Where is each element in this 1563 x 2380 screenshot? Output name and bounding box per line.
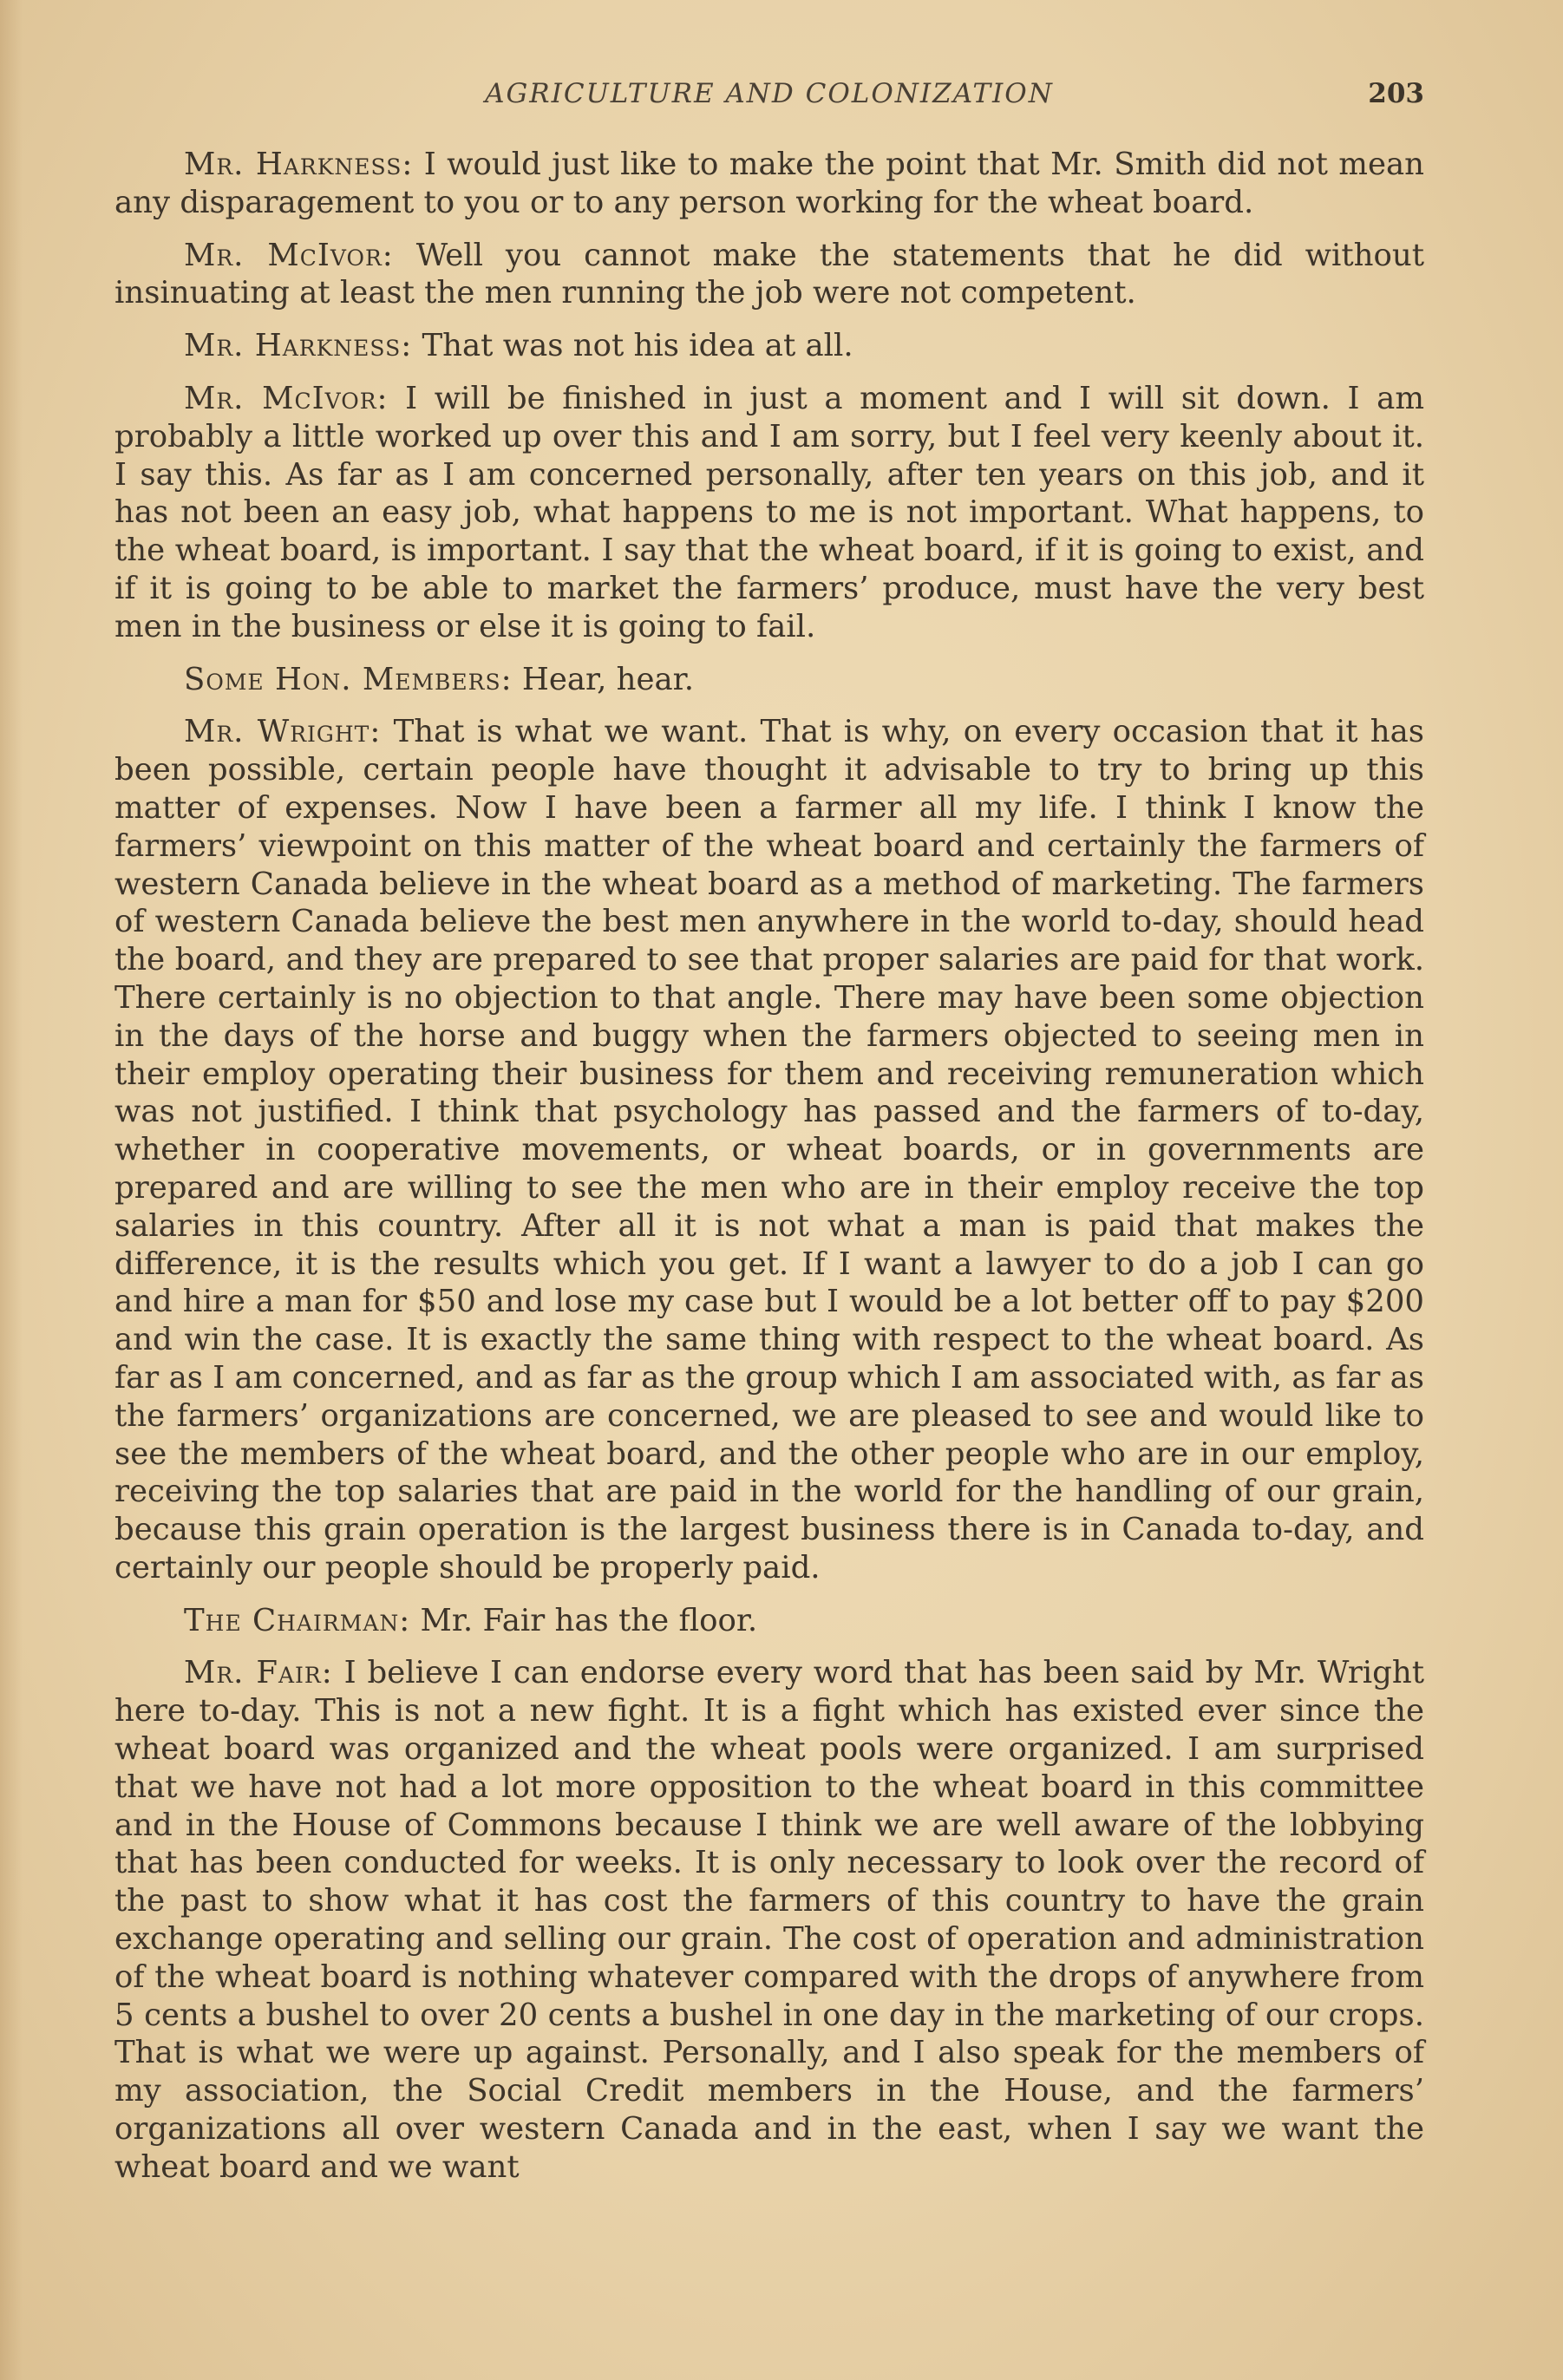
paragraph [114, 237, 1424, 313]
paragraph-text: I will be finished in just a moment and I will sit down. I am probably a little worked up over this and I am sorry, but I feel very keenly about it. I say this. As far as I am concerned personally, after ten years on this job, and it has not been an easy job, what happens to me is not important. What happens, to the wheat board, is important. I say that the wheat board, if it is going to exist, and if it is going to be able to market the farmers’ produce, must have the very best men in the business or else it is going to fail. [114, 380, 1424, 644]
paragraph-text: I believe I can endorse every word that has been said by Mr. Wright here to-day. This is not a new fight. It is a fight which has existed ever since the wheat board was organized and the wheat pools were organized. I am surprised that we have not had a lot more opposition to the wheat board in this committee and in the House of Commons because I think we are well aware of the lobbying that has been conducted for weeks. It is only necessary to look over the record of the past to show what it has cost the farmers of this country to have the grain exchange operating and selling our grain. The cost of operation and administration of the wheat board is nothing whatever compared with the drops of anywhere from 5 cents a bushel to over 20 cents a bushel in one day in the marketing of our crops. That is what we were up against. Personally, and I also speak for the members of my association, the Social Credit members in the House, and the farmers’ organizations all over western Canada and in the east, when I say we want the wheat board and we want [114, 1655, 1424, 2185]
paragraph [114, 1602, 1424, 1640]
paragraph [114, 380, 1424, 646]
speaker-name: Mr. McIvor: [184, 237, 394, 273]
paragraph [114, 713, 1424, 1586]
speaker-name: Mr. Wright: [184, 714, 382, 750]
speaker-name: Mr. Harkness: [184, 328, 413, 364]
paragraph [114, 327, 1424, 365]
paragraph-text: I would just like to make the point that Mr. Smith did not mean any disparagement to you or to any person working for the wheat board. [114, 147, 1424, 220]
page-header [114, 78, 1424, 121]
running-head: AGRICULTURE AND COLONIZATION [485, 78, 1054, 109]
paragraph [114, 661, 1424, 699]
paragraph-text: Well you cannot make the statements that he did without insinuating at least the men running the job were not competent. [114, 237, 1424, 311]
page-edge-shadow [0, 0, 23, 2380]
paragraph-text: That is what we want. That is why, on every occasion that it has been possible, certain people have thought it advisable to try to bring up this matter of expenses. Now I have been a farmer all my life. I think I know the farmers’ viewpoint on this matter of the wheat board and certainly the farmers of western Canada believe in the wheat board as a method of marketing. The farmers of western Canada believe the best men anywhere in the world to-day, should head the board, and they are prepared to see that proper salaries are paid for that work. There certainly is no objection to that angle. There may have been some objection in the days of the horse and buggy when the farmers objected to seeing men in their employ operating their business for them and receiving remuneration which was not justified. I think that psychology has passed and the farmers of to-day, whether in cooperative movements, or wheat boards, or in governments are prepared and are willing to see the men who are in their employ receive the top salaries in this country. After all it is not what a man is paid that makes the difference, it is the results which you get. If I want a lawyer to do a job I can go and hire a man for $50 and lose my case but I would be a lot better off to pay $200 and win the case. It is exactly the same thing with respect to the wheat board. As far as I am concerned, and as far as the group which I am associated with, as far as the farmers’ organizations are concerned, we are pleased to see and would like to see the members of the wheat board, and the other people who are in our employ, receiving the top salaries that are paid in the world for the handling of our grain, because this grain operation is the largest business there is in Canada to-day, and certainly our people should be properly paid. [114, 714, 1424, 1586]
speaker-name: The Chairman: [184, 1602, 411, 1638]
speaker-name: Mr. Fair: [184, 1655, 333, 1691]
speaker-name: Some Hon. Members: [184, 661, 513, 697]
paragraph-text: That was not his idea at all. [412, 328, 853, 364]
page-body [114, 146, 1424, 2201]
paragraph-text: Mr. Fair has the floor. [410, 1602, 758, 1638]
paragraph [114, 146, 1424, 222]
page-number: 203 [1368, 78, 1424, 109]
paragraph [114, 1654, 1424, 2186]
speaker-name: Mr. Harkness: [184, 147, 414, 182]
paragraph-text: Hear, hear. [512, 661, 695, 697]
speaker-name: Mr. McIvor: [184, 380, 389, 416]
